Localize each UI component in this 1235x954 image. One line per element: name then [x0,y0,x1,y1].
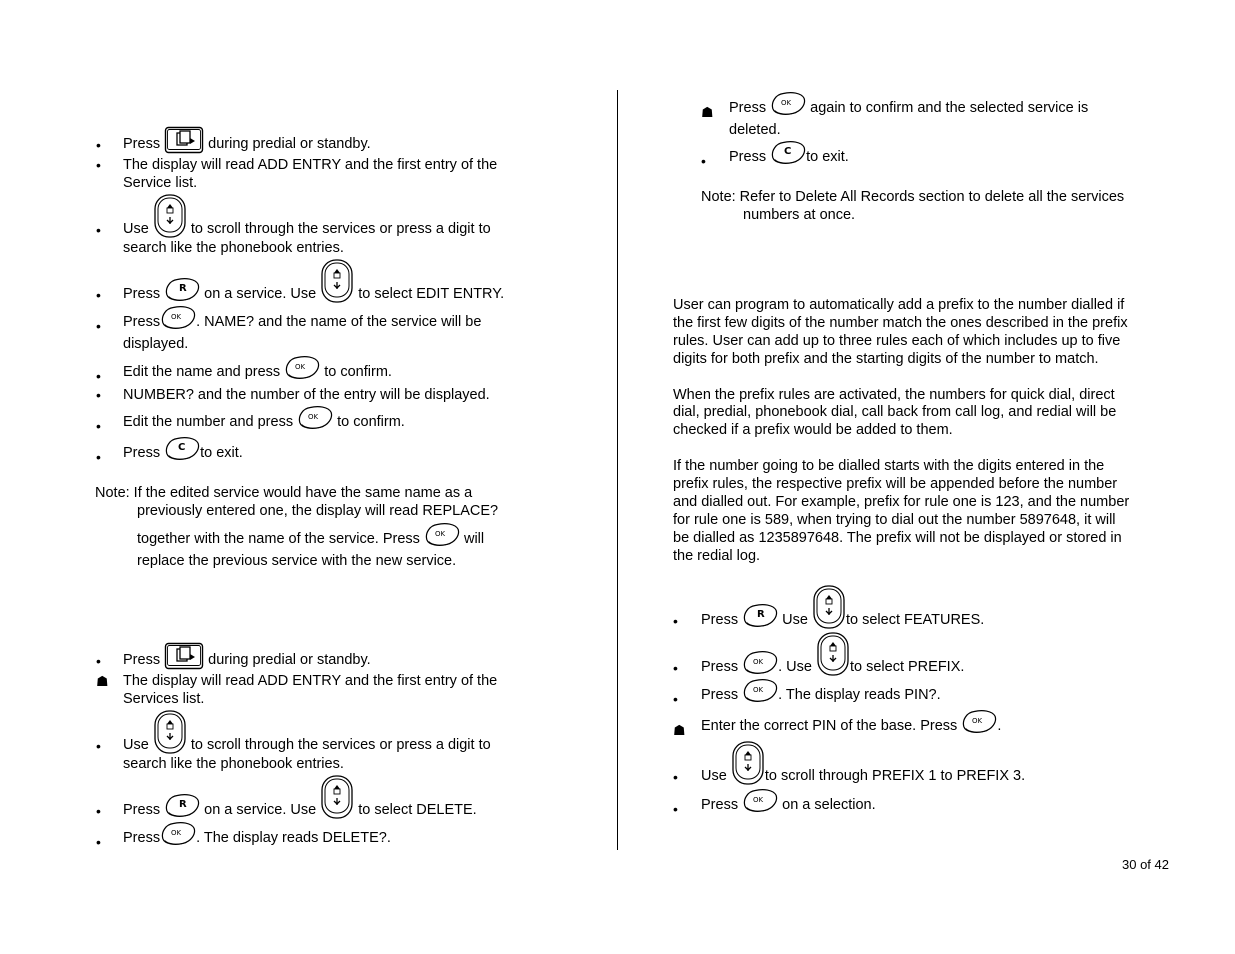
del-step-confirm-cont: deleted. [729,122,781,138]
nav-key-icon [731,740,765,786]
nav-key-icon [816,631,850,677]
svg-text:OK: OK [781,99,792,107]
prefix-paragraph-3: If the number going to be dialled starts with the digits entered in the [673,458,1105,474]
nav-key-icon [812,584,846,630]
ok-key-icon [742,677,778,703]
svg-text:OK: OK [972,717,983,725]
nav-key-icon [153,709,187,755]
bullet: • [96,449,101,465]
phonebook-key-icon [164,642,204,670]
del-step-open-list: Press during predial or standby. [123,642,371,670]
bullet: • [673,613,678,629]
svg-text:R: R [179,283,187,294]
prefix-paragraph-1: digits for both prefix and the starting digits of the number to match. [673,351,1099,367]
svg-text:OK: OK [295,363,306,371]
nav-key-icon [153,193,187,239]
prefix-step-select: Press OK on a selection. [701,787,876,814]
del-step-scroll-cont: search like the phonebook entries. [123,756,344,772]
ok-key-icon [297,404,333,430]
note-replace-cont: previously entered one, the display will read REPLACE? [137,503,499,519]
step-display-text-cont: Service list. [123,175,198,191]
bullet: • [96,318,101,334]
del-step-confirm: Press OK again to confirm and the selected service is [729,90,1088,117]
del-step-scroll: Use to scroll through the services or press a digit to [123,709,491,755]
nav-key-icon [320,258,354,304]
svg-text:OK: OK [308,413,319,421]
step-edit-name: Edit the name and press OK to confirm. [123,354,392,381]
step-scroll: Use to scroll through the services or press a digit to [123,193,491,239]
del-step-exit: Press C to exit. [729,139,849,166]
svg-text:C: C [178,442,186,453]
pointer-bullet: ☗ [96,673,109,689]
del-step-display: The display will read ADD ENTRY and the first entry of the [123,673,498,689]
note-replace-cont2: together with the name of the service. Press OK will [137,521,484,548]
svg-text:R: R [179,799,187,810]
ok-key-icon [742,649,778,675]
prefix-paragraph-1: the first few digits of the number match the ones described in the prefix [673,315,1128,331]
step-scroll-cont: search like the phonebook entries. [123,240,344,256]
note-replace: Note: If the edited service would have the same name as a [95,485,473,501]
note-replace-cont3: replace the previous service with the new service. [137,553,457,569]
ok-key-icon [160,820,196,846]
bullet: • [96,738,101,754]
bullet: • [96,157,101,173]
pointer-bullet: ☗ [673,722,686,738]
bullet: • [673,660,678,676]
r-key-icon [164,792,200,818]
prefix-paragraph-3: for rule one is 589, when trying to dial out the number 5897648, it will [673,512,1116,528]
step-exit: Press C to exit. [123,435,243,462]
prefix-paragraph-1: rules. User can add up to three rules each of which includes up to five [673,333,1121,349]
step-edit-number: Edit the number and press OK to confirm. [123,404,405,431]
ok-key-icon [284,354,320,380]
bullet: • [96,287,101,303]
bullet: • [96,137,101,153]
del-step-ok: Press OK . The display reads DELETE?. [123,820,391,847]
bullet: • [96,368,101,384]
step-ok-name: Press OK . NAME? and the name of the service will be [123,304,481,331]
bullet: • [673,801,678,817]
step-ok-name-cont: displayed. [123,336,189,352]
prefix-paragraph-1: User can program to automatically add a prefix to the number dialled if [673,297,1125,313]
nav-key-icon [320,774,354,820]
prefix-paragraph-2: dial, predial, phonebook dial, call back from call log, and redial will be [673,404,1117,420]
prefix-paragraph-3: the redial log. [673,548,761,564]
bullet: • [96,222,101,238]
svg-text:OK: OK [171,829,182,837]
prefix-step-enter-pin: Enter the correct PIN of the base. Press OK . [701,708,1001,735]
note-delete-all: Note: Refer to Delete All Records section to delete all the services [701,189,1125,205]
svg-text:OK: OK [753,686,764,694]
svg-text:OK: OK [434,530,446,538]
ok-key-icon [961,708,997,734]
bullet: • [673,769,678,785]
prefix-paragraph-3: and dialled out. For example, prefix for rule one is 123, and the number [673,494,1130,510]
ok-key-icon [160,304,196,330]
prefix-step-features: Press R Use to select FEATURES. [701,584,984,630]
prefix-step-pin: Press OK . The display reads PIN?. [701,677,941,704]
step-select-edit: Press R on a service. Use to select EDIT ENTRY. [123,258,504,304]
r-key-icon [742,602,778,628]
column-divider [617,90,618,850]
prefix-paragraph-2: checked if a prefix would be added to them. [673,422,953,438]
svg-text:R: R [757,609,765,620]
phonebook-key-icon [164,126,204,154]
del-step-display-cont: Services list. [123,691,205,707]
note-delete-all-cont: numbers at once. [743,207,856,223]
svg-text:C: C [784,146,792,157]
step-number-display: NUMBER? and the number of the entry will be displayed. [123,387,490,403]
c-key-icon [770,139,806,165]
bullet: • [701,153,706,169]
svg-text:OK: OK [171,313,182,321]
c-key-icon [164,435,200,461]
ok-key-icon [770,90,806,116]
bullet: • [96,803,101,819]
step-display-text: The display will read ADD ENTRY and the first entry of the [123,157,498,173]
prefix-step-scroll: Use to scroll through PREFIX 1 to PREFIX 3. [701,740,1025,786]
ok-key-icon [424,521,460,547]
step-open-list: Press during predial or standby. [123,126,371,154]
prefix-paragraph-3: prefix rules, the respective prefix will be appended before the number [673,476,1118,492]
svg-text:OK: OK [753,796,764,804]
prefix-paragraph-3: be dialled as 1235897648. The prefix will not be displayed or stored in [673,530,1122,546]
bullet: • [96,834,101,850]
ok-key-icon [742,787,778,813]
prefix-step-prefix: Press OK . Use to select PREFIX. [701,631,964,677]
svg-text:OK: OK [753,658,764,666]
bullet: • [673,691,678,707]
r-key-icon [164,276,200,302]
bullet: • [96,418,101,434]
pointer-bullet: ☗ [701,104,714,120]
del-step-select: Press R on a service. Use to select DELETE. [123,774,477,820]
prefix-paragraph-2: When the prefix rules are activated, the numbers for quick dial, direct [673,387,1115,403]
bullet: • [96,653,101,669]
page-number: 30 of 42 [1122,857,1169,872]
bullet: • [96,387,101,403]
